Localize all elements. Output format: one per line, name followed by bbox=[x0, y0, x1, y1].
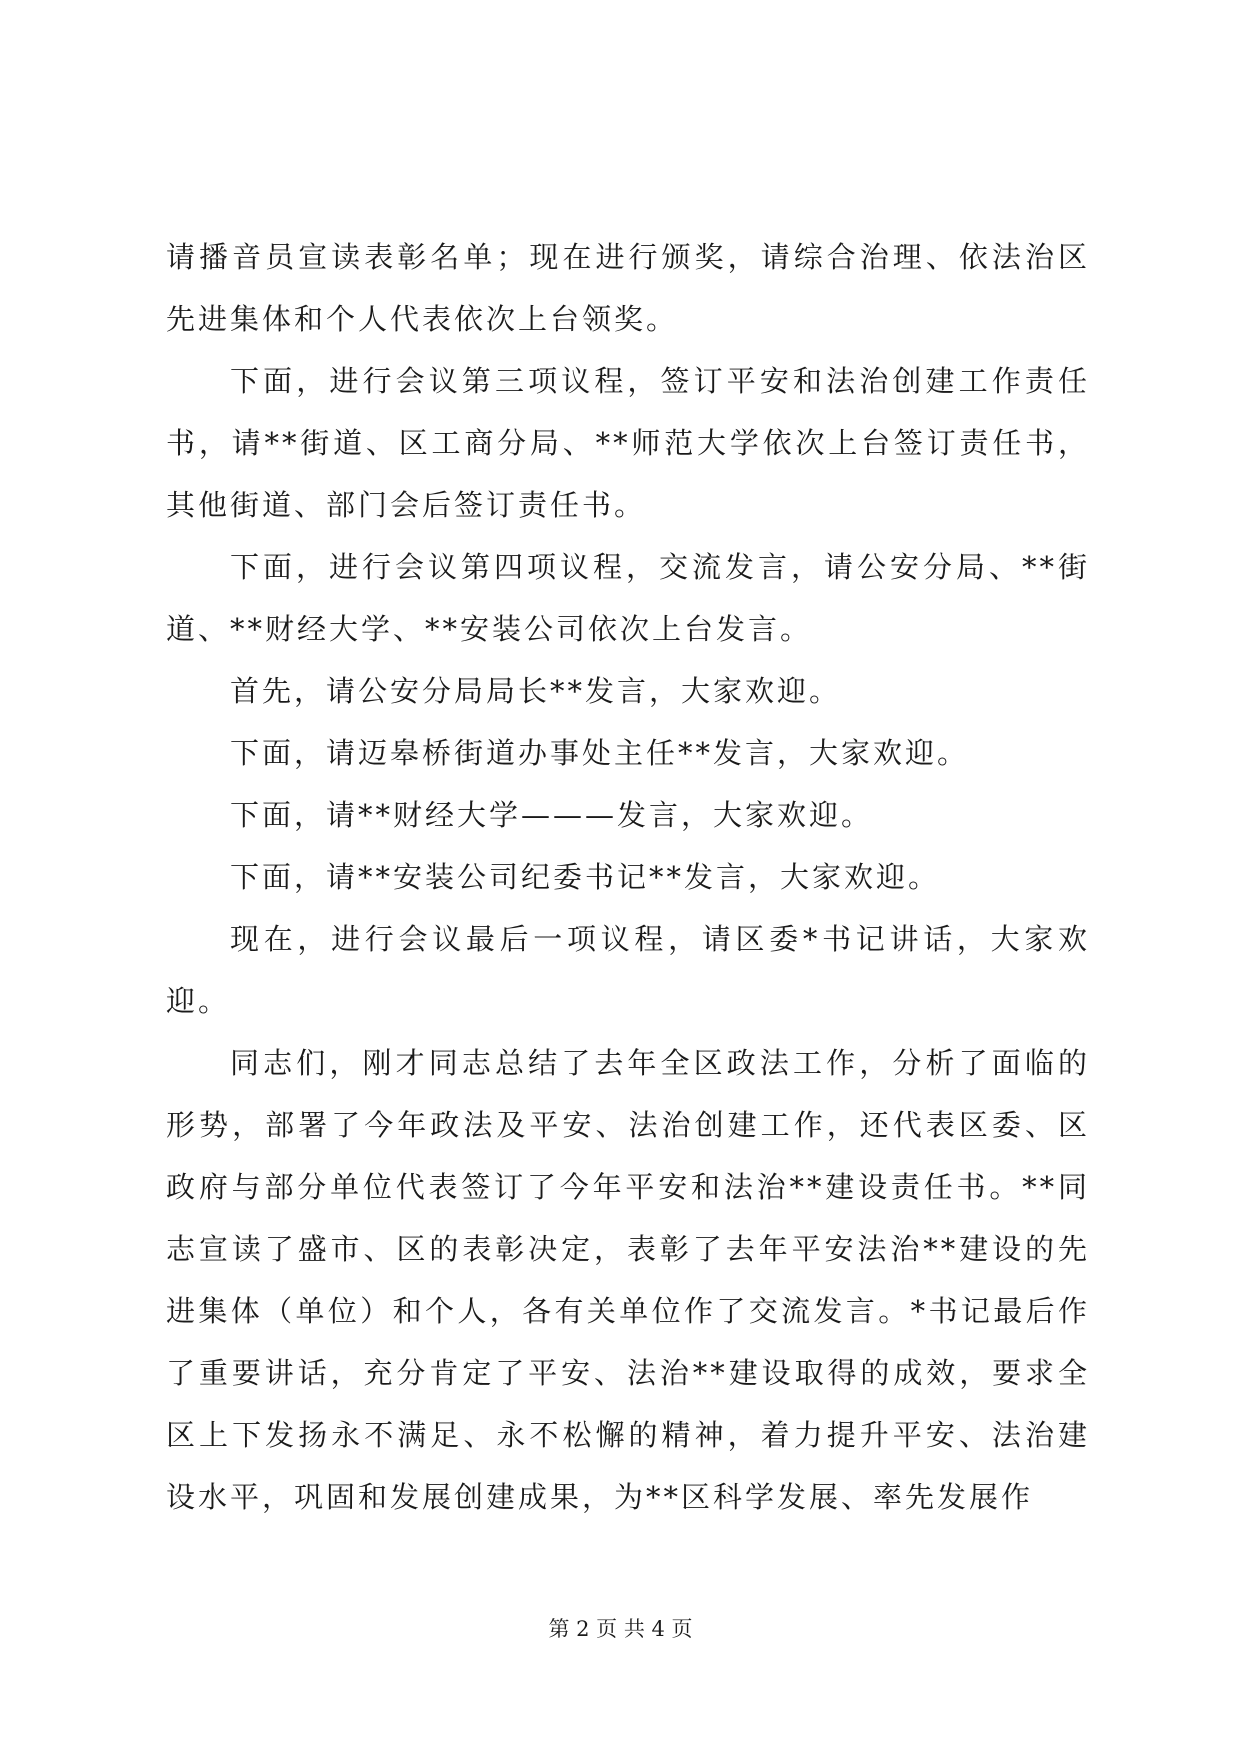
paragraph-5: 下面，请迈皋桥街道办事处主任**发言，大家欢迎。 bbox=[230, 736, 970, 770]
document-body bbox=[166, 226, 1090, 1528]
page-number-footer: 第 2 页 共 4 页 bbox=[548, 1617, 693, 1641]
paragraph-9: 同志们，刚才同志总结了去年全区政法工作，分析了面临的形势，部署了今年政法及平安、法治创建工作，还代表区委、区政府与部分单位代表签订了今年平安和法治**建设责任书。**同志宣读了盛市、区的表彰决定，表彰了去年平安法治**建设的先进集体（单位）和个人，各有关单位作了交流发言。*书记最后作了重要讲话，充分肯定了平安、法治**建设取得的成效，要求全区上下发扬永不满足、永不松懈的精神，着力提升平安、法治建设水平，巩固和发展创建成果，为**区科学发展、率先发展作 bbox=[166, 1046, 1090, 1514]
paragraph-8: 现在，进行会议最后一项议程，请区委*书记讲话，大家欢迎。 bbox=[166, 922, 1090, 1018]
paragraph-1: 请播音员宣读表彰名单；现在进行颁奖，请综合治理、依法治区先进集体和个人代表依次上台领奖。 bbox=[166, 240, 1090, 336]
paragraph-6: 下面，请**财经大学———发言，大家欢迎。 bbox=[230, 798, 874, 832]
paragraph-7: 下面，请**安装公司纪委书记**发言，大家欢迎。 bbox=[230, 860, 941, 894]
paragraph-4: 首先，请公安分局局长**发言，大家欢迎。 bbox=[230, 674, 842, 708]
paragraph-2: 下面，进行会议第三项议程，签订平安和法治创建工作责任书，请**街道、区工商分局、**师范大学依次上台签订责任书，其他街道、部门会后签订责任书。 bbox=[166, 364, 1090, 522]
paragraph-3: 下面，进行会议第四项议程，交流发言，请公安分局、**街道、**财经大学、**安装公司依次上台发言。 bbox=[166, 550, 1090, 646]
